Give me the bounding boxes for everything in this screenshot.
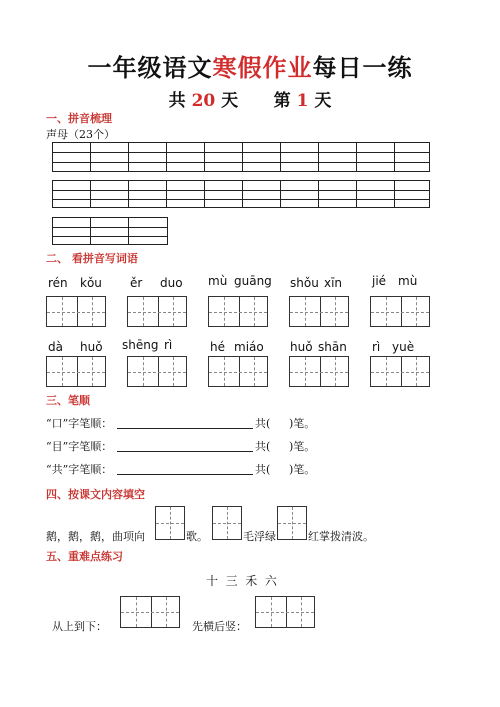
fill-in-box[interactable] <box>277 506 307 540</box>
day-number: 1 <box>296 91 309 111</box>
tianzige-box[interactable] <box>127 356 187 387</box>
pinyin: ěr <box>130 276 143 290</box>
practice-characters: 十 三 禾 六 <box>206 574 277 588</box>
writing-grid-3[interactable] <box>52 217 168 245</box>
category-label-1: 从上到下： <box>52 620 107 633</box>
tianzige-box[interactable] <box>120 596 180 628</box>
pinyin: rén <box>48 276 68 290</box>
pinyin: huǒ <box>80 340 103 354</box>
writing-grid-2[interactable] <box>52 180 430 208</box>
day-counter <box>0 86 500 111</box>
stroke-order-label: “目”字笔顺： <box>46 440 113 453</box>
pinyin: mù <box>208 274 228 288</box>
day-prefix: 第 <box>273 91 297 111</box>
pinyin: guāng <box>234 274 272 288</box>
title-prefix: 一年级语文 <box>87 53 213 82</box>
writing-grid-1[interactable] <box>52 142 430 172</box>
pinyin: shēng <box>122 338 159 352</box>
pinyin: huǒ <box>290 340 313 354</box>
poem-text-2: 歌。 <box>186 530 208 543</box>
title-suffix: 每日一练 <box>312 53 413 82</box>
title-highlight: 寒假作业 <box>212 53 313 82</box>
poem-text-4: 红掌拨清波。 <box>308 530 374 543</box>
section1-heading: 一、拼音梳理 <box>46 112 112 125</box>
tianzige-box[interactable] <box>255 596 315 628</box>
fill-in-box[interactable] <box>212 506 242 540</box>
poem-text-3: 毛浮绿 <box>243 530 276 543</box>
stroke-count-open: 共( <box>255 463 271 476</box>
stroke-count-close: )笔。 <box>289 417 316 430</box>
section2-heading: 二、 看拼音写词语 <box>46 252 138 265</box>
poem-text-1: 鹅，鹅，鹅，曲项向 <box>46 530 145 543</box>
section4-heading: 四、按课文内容填空 <box>46 488 145 501</box>
pinyin: rì <box>164 338 173 352</box>
pinyin: duo <box>160 276 183 290</box>
category-label-2: 先横后竖： <box>192 620 247 633</box>
section5-heading: 五、重难点练习 <box>46 550 123 563</box>
tianzige-box[interactable] <box>370 356 430 387</box>
tianzige-box[interactable] <box>289 296 349 327</box>
tianzige-box[interactable] <box>46 356 106 387</box>
pinyin: mù <box>398 274 418 288</box>
stroke-order-label: “口”字笔顺： <box>46 417 113 430</box>
tianzige-box[interactable] <box>127 296 187 327</box>
stroke-order-answer-line[interactable] <box>117 451 253 452</box>
pinyin: hé <box>210 340 225 354</box>
stroke-count-open: 共( <box>255 417 271 430</box>
pinyin: miáo <box>234 340 264 354</box>
total-days-number: 20 <box>191 91 216 111</box>
stroke-order-answer-line[interactable] <box>117 474 253 475</box>
pinyin: kǒu <box>80 276 102 290</box>
stroke-order-answer-line[interactable] <box>117 428 253 429</box>
tianzige-box[interactable] <box>208 356 268 387</box>
fill-in-box[interactable] <box>155 506 185 540</box>
day-suffix: 天 <box>308 91 332 111</box>
pinyin: rì <box>372 340 381 354</box>
pinyin: shǒu <box>290 276 319 290</box>
stroke-count-close: )笔。 <box>289 463 316 476</box>
pinyin: jié <box>372 274 387 288</box>
total-days-prefix: 共 <box>168 91 192 111</box>
page-title <box>0 48 500 83</box>
tianzige-box[interactable] <box>208 296 268 327</box>
tianzige-box[interactable] <box>289 356 349 387</box>
pinyin: shān <box>318 340 347 354</box>
stroke-order-label: “共”字笔顺： <box>46 463 113 476</box>
tianzige-box[interactable] <box>46 296 106 327</box>
section1-label: 声母（23个） <box>46 128 115 141</box>
section3-heading: 三、笔顺 <box>46 394 90 407</box>
total-days-suffix: 天 <box>215 91 239 111</box>
stroke-count-close: )笔。 <box>289 440 316 453</box>
stroke-count-open: 共( <box>255 440 271 453</box>
tianzige-box[interactable] <box>370 296 430 327</box>
pinyin: xīn <box>324 276 343 290</box>
pinyin: dà <box>48 340 63 354</box>
pinyin: yuè <box>392 340 415 354</box>
